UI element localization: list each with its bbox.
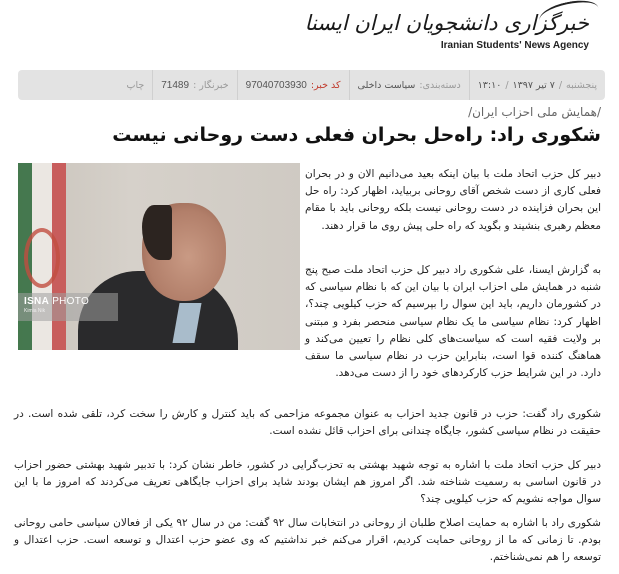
article-paragraph: دبیر کل حزب اتحاد ملت با اشاره به توجه شهید بهشتی به تحزب‌گرایی در کشور، خاطر نشان کرد: با تدبیر شهید بهشتی حضور احزاب در قانون اساسی به رسمیت شناخته شد. اگر امروز هم ایشان بودند شاید برای احزاب جایگاهی تعریف می‌کردند که امروز ما با این سوال مواجه نشویم که حزب کیلویی چند؟: [14, 459, 601, 506]
watermark-credit: Kimia Nik: [24, 308, 46, 314]
news-meta-bar: [18, 70, 605, 100]
meta-news-code: [237, 70, 349, 100]
meta-news-code-value: 97040703930: [245, 79, 307, 91]
meta-separator: /: [558, 79, 563, 91]
watermark-word: PHOTO: [52, 296, 90, 307]
article-paragraph: شکوری راد با اشاره به حمایت اصلاح طلبان از روحانی در انتخابات سال ۹۲ گفت: من در سال ۹۲ یکی از فعالان سیاسی حامی روحانی بودم. تا زمانی که ما از روحانی حمایت کردیم، اقرار می‌کنم خبر نداشتیم که وی عضو حزب اعتدال و توسعه است. حزب اعتدال و توسعه را هم نمی‌شناختم.: [14, 517, 601, 564]
isna-logo[interactable]: [304, 8, 589, 51]
meta-date: [469, 70, 605, 100]
meta-day: پنجشنبه: [566, 79, 597, 91]
article-photo[interactable]: [18, 163, 300, 350]
site-header: [0, 0, 619, 66]
print-button[interactable]: [119, 70, 153, 100]
article-title: شکوری راد: راه‌حل بحران فعلی دست روحانی نیست: [112, 124, 601, 146]
meta-news-code-label: کد خبر:: [310, 79, 341, 91]
flag-emblem: [24, 228, 60, 288]
iran-flag-image: [18, 163, 66, 350]
article-rotitr: /همایش ملی احزاب ایران/: [468, 105, 601, 119]
article-paragraph: شکوری راد گفت: حزب در قانون جدید احزاب به عنوان مجموعه مزاحمی که باید کنترل و کارش را سخت کرد، تلقی شده است. در حقیقت در نظام سیاسی کشور، جایگاه چندانی برای احزاب قائل نشده است.: [14, 408, 601, 438]
print-label[interactable]: چاپ: [126, 79, 145, 91]
meta-category-link[interactable]: سیاست داخلی: [357, 79, 416, 91]
meta-category-label: دسته‌بندی:: [419, 79, 461, 91]
logo-english-text: Iranian Students' News Agency: [440, 40, 589, 51]
meta-separator: /: [505, 79, 509, 91]
meta-category: [349, 70, 469, 100]
meta-date-value: ۷ تیر ۱۳۹۷: [512, 79, 555, 91]
meta-reporter-label: خبرنگار :: [193, 79, 229, 91]
meta-reporter: [152, 70, 236, 100]
article-lead: دبیر کل حزب اتحاد ملت با بیان اینکه بعید می‌دانیم الان و در بحران فعلی کاری از دست شخص آقای روحانی بربیاید، اظهار کرد: راه حل این بحران فزاینده در دست روحانی نیست بلکه روحانی باید با مقام معظم رهبری بنشیند و بگوید که راه حلی پیش روی ما قرار دهند.: [305, 168, 601, 232]
logo-persian-text: خبرگزاری دانشجویان ایران ایسنا: [304, 11, 589, 35]
article-paragraph: به گزارش ایسنا، علی شکوری راد دبیر کل حزب اتحاد ملت صبح پنج شنبه در همایش ملی احزاب ایران با بیان این که با نظام سیاسی که در کشورمان داریم، باید این سوال را بپرسیم که حزب کیلویی چند؟، اظهار کرد: نظام سیاسی ما یک نظام سیاسی منحصر بفرد و مبتنی بر ولایت فقیه است که سیاست‌های کلی نظام را تعیین می‌کند و هماهنگ کننده قوا است، بنابراین حزب در نظام سیاسی ما سقف دارد. در این شرایط حزب کارکردهای خود را از دست می‌دهد.: [305, 264, 601, 380]
watermark-brand: ISNA: [24, 296, 50, 307]
isna-photo-watermark: [18, 293, 118, 321]
meta-reporter-value: 71489: [161, 79, 190, 91]
meta-time-value: ۱۳:۱۰: [477, 79, 502, 91]
